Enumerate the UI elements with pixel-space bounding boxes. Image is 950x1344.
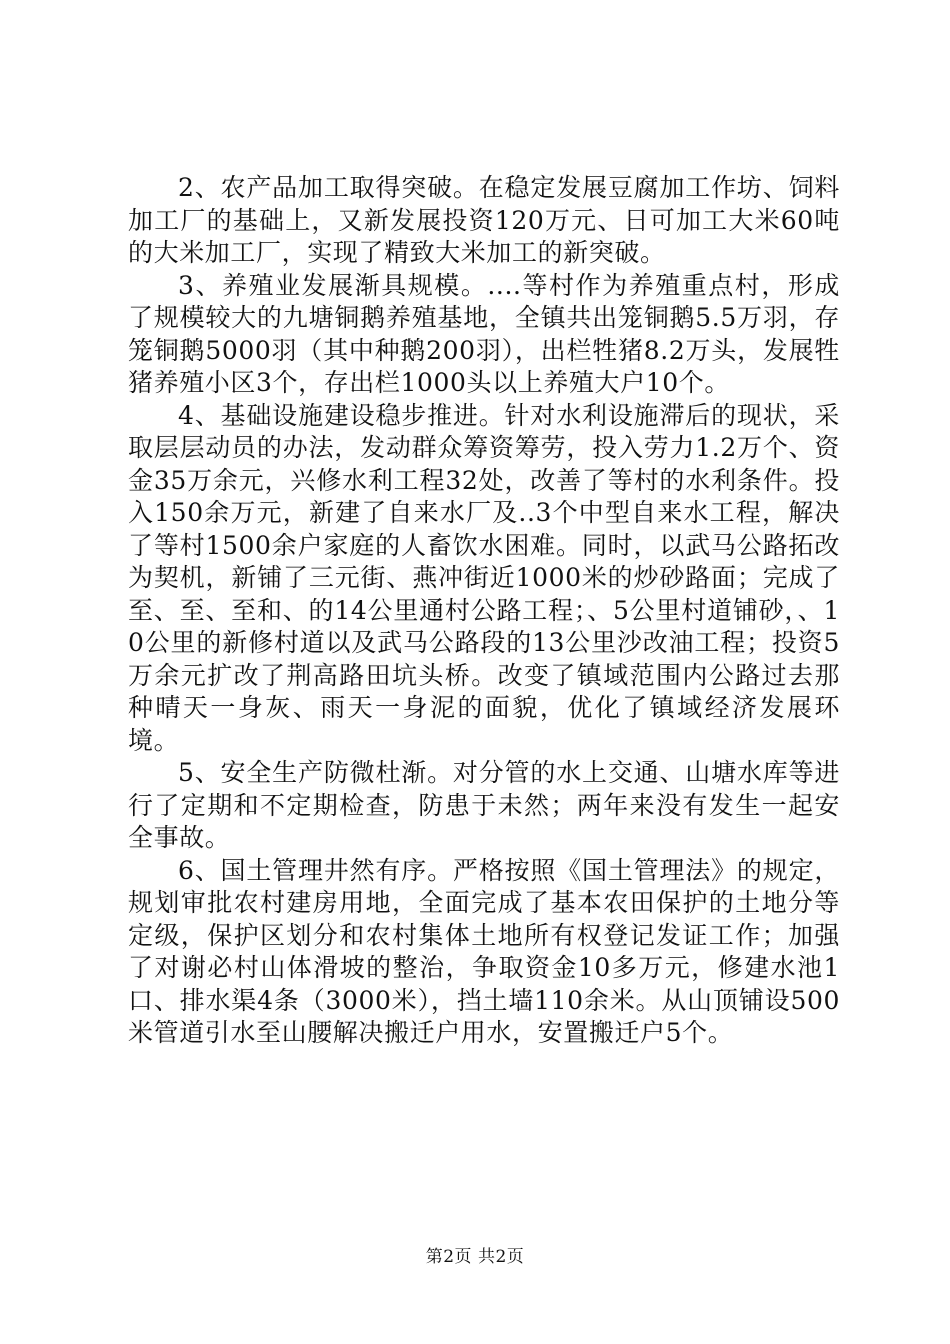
paragraph-breeding: 3、养殖业发展渐具规模。....等村作为养殖重点村，形成了规模较大的九塘铜鹅养殖基地，全镇共出笼铜鹅5.5万羽，存笼铜鹅5000羽（其中种鹅200羽），出栏牲猪8.2万头，发展牲猪养殖小区3个，存出栏1000头以上养殖大户10个。 [128,270,840,397]
paragraph-agri-processing: 2、农产品加工取得突破。在稳定发展豆腐加工作坊、饲料加工厂的基础上，又新发展投资120万元、日可加工大米60吨的大米加工厂，实现了精致大米加工的新突破。 [128,173,840,267]
document-body [128,172,840,1050]
paragraph-infrastructure: 4、基础设施建设稳步推进。针对水利设施滞后的现状，采取层层动员的办法，发动群众筹资筹劳，投入劳力1.2万个、资金35万余元，兴修水利工程32处，改善了等村的水利条件。投入150余万元，新建了自来水厂及..3个中型自来水工程，解决了等村1500余户家庭的人畜饮水困难。同时，以武马公路拓改为契机，新铺了三元街、燕冲街近1000米的炒砂路面；完成了至、至、至和、的14公里通村公路工程；、5公里村道铺砂，、10公里的新修村道以及武马公路段的13公里沙改油工程；投资5万余元扩改了荆高路田坑头桥。改变了镇域范围内公路过去那种晴天一身灰、雨天一身泥的面貌，优化了镇域经济发展环境。 [128,400,840,755]
paragraph-land-management: 6、国土管理井然有序。严格按照《国土管理法》的规定，规划审批农村建房用地，全面完成了基本农田保护的土地分等定级，保护区划分和农村集体土地所有权登记发证工作；加强了对谢必村山体滑坡的整治，争取资金10多万元，修建水池1口、排水渠4条（3000米），挡土墙110余米。从山顶铺设500米管道引水至山腰解决搬迁户用水，安置搬迁户5个。 [128,855,840,1047]
paragraph-safety: 5、安全生产防微杜渐。对分管的水上交通、山塘水库等进行了定期和不定期检查，防患于未然；两年来没有发生一起安全事故。 [128,758,840,852]
page-number-footer: 第2页 共2页 [425,1247,525,1267]
